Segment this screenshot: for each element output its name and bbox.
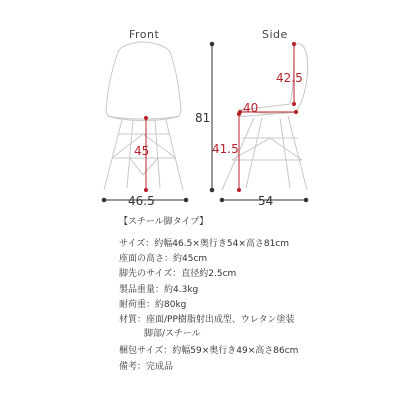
spec-load-capacity: 耐荷重：約80kg	[119, 300, 187, 310]
spec-weight: 製品重量：約4.3kg	[119, 285, 199, 295]
side-seat-depth-label: 40	[243, 101, 259, 115]
front-view-title: Front	[129, 28, 160, 41]
side-leg-height-label: 41.5	[212, 142, 239, 156]
spec-seat-height: 座面の高さ：約45cm	[119, 254, 208, 264]
spec-leg-tip: 脚先のサイズ：直径約2.5cm	[119, 269, 237, 279]
spec-package-size: 梱包サイズ：約幅59×奥行き49×高さ86cm	[119, 346, 299, 356]
side-back-height-label: 42.5	[276, 71, 303, 85]
spec-notes: 備考：完成品	[119, 362, 174, 372]
dimension-lines-red	[144, 42, 297, 191]
side-depth-label: 54	[258, 194, 274, 208]
front-seat-height-label: 45	[134, 144, 150, 158]
overall-height-label: 81	[195, 111, 211, 125]
side-chair-outline	[222, 44, 308, 190]
spec-material: 材質：座面/PP樹脂射出成型、ウレタン塗装	[119, 315, 295, 325]
front-width-label: 46.5	[128, 194, 155, 208]
front-chair-outline	[104, 42, 183, 190]
spec-heading: 【スチール脚タイプ】	[119, 217, 209, 227]
spec-material-legs: 脚部/スチール	[144, 329, 201, 339]
side-view-title: Side	[262, 28, 288, 41]
spec-size: サイズ：約幅46.5×奥行き54×高さ81cm	[119, 239, 290, 249]
